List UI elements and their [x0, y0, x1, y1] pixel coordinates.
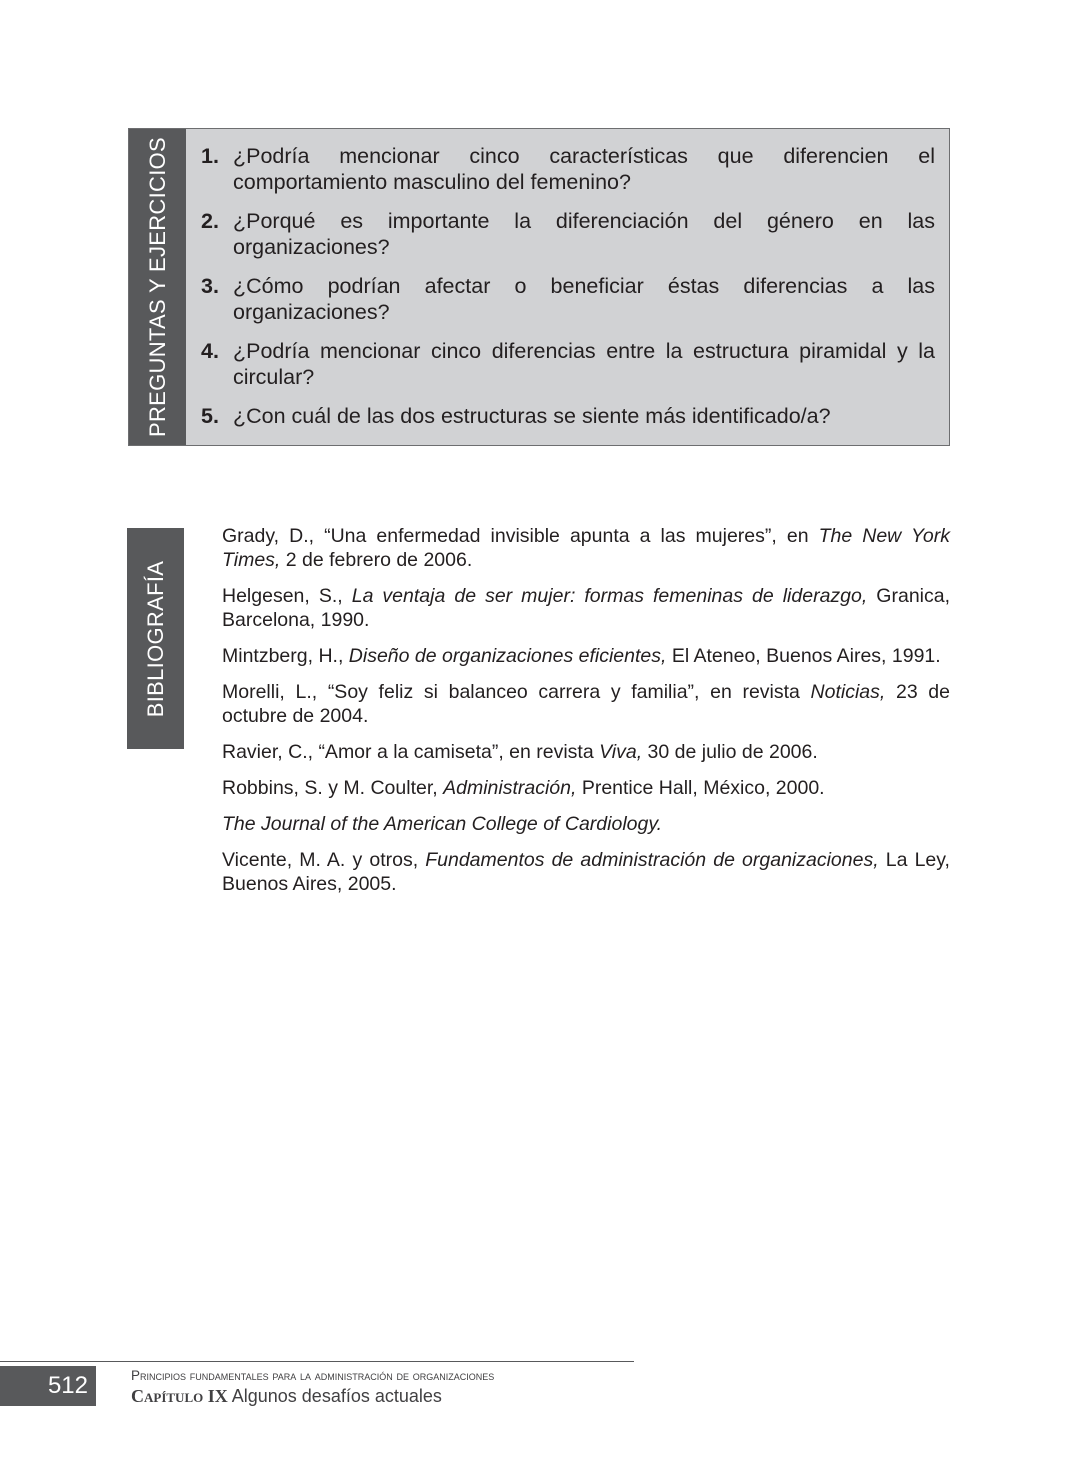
entry-text-end: 2 de febrero de 2006.: [280, 549, 473, 571]
question-item: [201, 273, 935, 325]
entry-italic: Viva,: [599, 741, 643, 763]
entry-text-end: La Ley, Buenos Aires, 2005.: [222, 849, 950, 895]
entry-italic: The New York Times,: [222, 525, 950, 571]
question-number: 1.: [201, 144, 219, 168]
entry-text-end: 30 de julio de 2006.: [642, 741, 818, 763]
bibliography-entry: [222, 812, 950, 836]
entry-italic: Diseño de organizaciones eficientes,: [348, 645, 667, 667]
question-item: [201, 338, 935, 390]
question-number: 3.: [201, 274, 219, 298]
entry-italic: Administración,: [443, 777, 577, 799]
entry-text-end: El Ateneo, Buenos Aires, 1991.: [666, 645, 941, 667]
bibliography-tab-label: BIBLIOGRAFÍA: [142, 560, 168, 717]
entry-text-end: 23 de octubre de 2004.: [222, 681, 951, 727]
question-number: 4.: [201, 339, 219, 363]
bibliography-entry: [222, 776, 950, 800]
entry-text-end: Granica, Barcelona, 1990.: [222, 585, 951, 631]
question-text: ¿Con cuál de las dos estructuras se siente más identificado/a?: [233, 404, 831, 428]
question-number: 2.: [201, 209, 219, 233]
footer-divider: [0, 1361, 634, 1362]
bibliography-entry: [222, 848, 950, 896]
entry-text: Vicente, M. A. y otros,: [222, 849, 426, 871]
question-number: 5.: [201, 404, 219, 428]
bibliography-entry: [222, 524, 950, 572]
entry-text: Morelli, L., “Soy feliz si balanceo carrera y familia”, en revista: [222, 681, 811, 703]
entry-italic: Fundamentos de administración de organizaciones,: [425, 849, 879, 871]
bibliography-list: [222, 524, 950, 908]
chapter-label: Capítulo IX: [131, 1386, 228, 1406]
questions-list: [201, 143, 935, 442]
page-number: [0, 1366, 96, 1406]
bibliography-entry: [222, 644, 950, 668]
entry-italic: Noticias,: [810, 681, 886, 703]
entry-text: Grady, D., “Una enfermedad invisible apunta a las mujeres”, en: [222, 525, 819, 547]
questions-section: [128, 128, 950, 446]
bibliography-entry: [222, 584, 950, 632]
question-item: [201, 143, 935, 195]
page-number-text: 512: [47, 1372, 88, 1399]
bibliography-tab: [127, 528, 184, 749]
question-text: ¿Podría mencionar cinco características que diferencien el comportamiento masculino del femenino?: [233, 144, 935, 194]
chapter-heading: [131, 1386, 442, 1407]
question-text: ¿Podría mencionar cinco diferencias entre la estructura piramidal y la circular?: [233, 339, 935, 389]
bibliography-entry: [222, 740, 950, 764]
chapter-title: Algunos desafíos actuales: [227, 1386, 442, 1406]
questions-tab: [129, 129, 186, 445]
bibliography-entry: [222, 680, 950, 728]
entry-text: Mintzberg, H.,: [222, 645, 349, 667]
entry-italic: La ventaja de ser mujer: formas femeninas de liderazgo,: [351, 585, 868, 607]
entry-italic: The Journal of the American College of Cardiology.: [222, 813, 663, 835]
book-title: Principios fundamentales para la administración de organizaciones: [131, 1368, 495, 1383]
entry-text: Helgesen, S.,: [222, 585, 352, 607]
questions-tab-label: PREGUNTAS Y EJERCICIOS: [144, 136, 170, 438]
entry-text: Robbins, S. y M. Coulter,: [222, 777, 444, 799]
question-item: [201, 208, 935, 260]
question-text: ¿Cómo podrían afectar o beneficiar éstas diferencias a las organizaciones?: [233, 274, 935, 324]
question-item: [201, 403, 935, 429]
entry-text-end: Prentice Hall, México, 2000.: [576, 777, 825, 799]
entry-text: Ravier, C., “Amor a la camiseta”, en revista: [222, 741, 600, 763]
question-text: ¿Porqué es importante la diferenciación del género en las organizaciones?: [233, 209, 935, 259]
